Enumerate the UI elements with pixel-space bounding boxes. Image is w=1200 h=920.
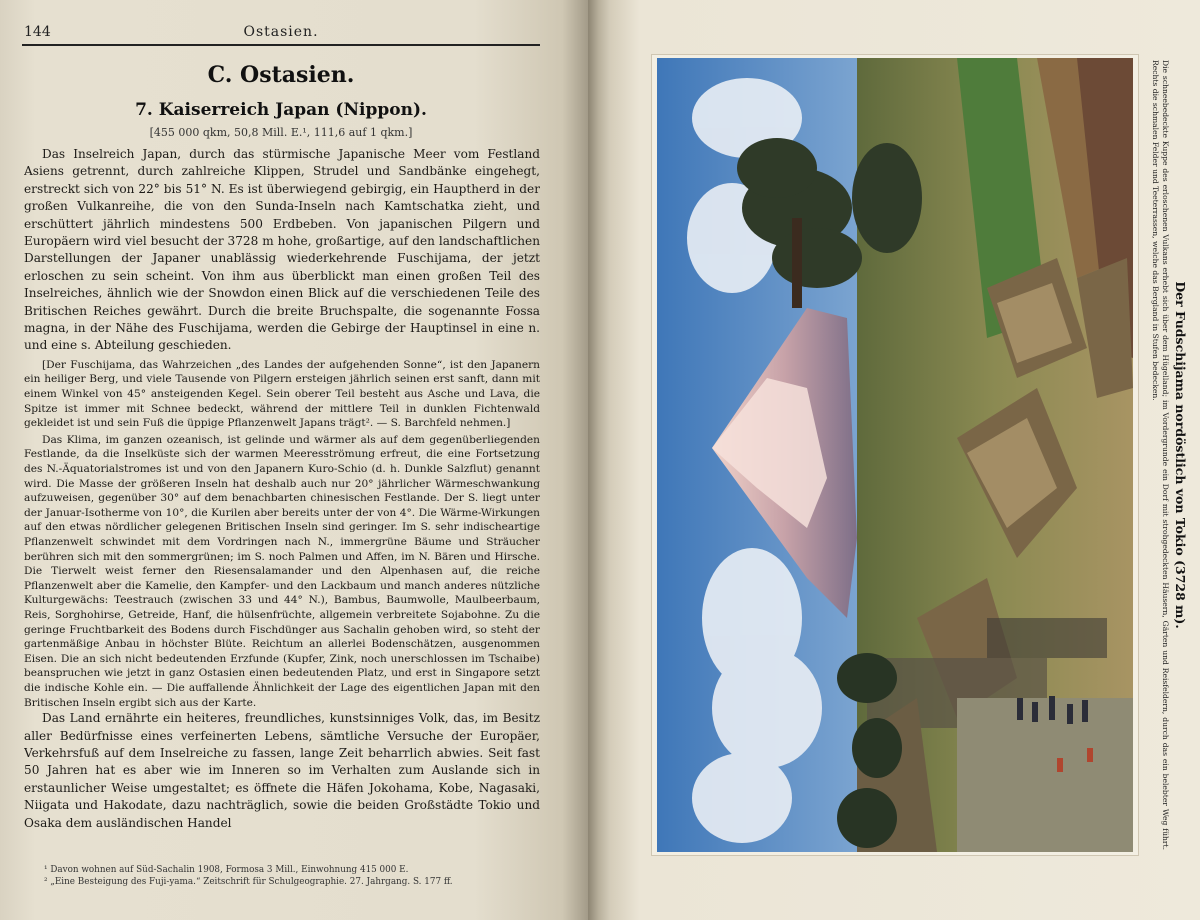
landscape-painting <box>657 58 1133 852</box>
footnote: ² „Eine Besteigung des Fuji-yama.“ Zeitschrift für Schulgeographie. 27. Jahrgang. S. 177 ff. <box>44 877 453 887</box>
color-plate-illustration <box>657 58 1133 852</box>
plate-caption <box>1138 60 1188 850</box>
caption-title: Der Fudschijama nordöstlich von Tokio (3728 m). <box>1173 281 1188 629</box>
footnote: ¹ Davon wohnen auf Süd-Sachalin 1908, Formosa 3 Mill., Einwohnung 415 000 E. <box>44 865 409 875</box>
caption-text: Die schneebedeckte Kuppe des erloschenen Vulkans erhebt sich über dem Hügelland; im Vordergrunde ein Dorf mit strohgedeckten Häusern, Gärten und Reisfeldern, durch das ein belebter Weg führt. Rechts die schmalen Felder und Teeterrassen, welche das Bergland in Stufen bedecken. <box>1151 60 1170 850</box>
caption-rotated <box>1138 60 1188 850</box>
paragraph-intro: Das Inselreich Japan, durch das stürmische Japanische Meer vom Festland Asiens getrennt, durch zahlreiche Klippen, Strudel und Sandbänke eingehegt, erstreckt sich von 22° bis 51° N. Es ist überwiegend gebirgig, ein Hauptherd in der großen Vulkanreihe, die von den Sunda-Inseln nach Kamtschatka zieht, und erschüttert jährlich mindestens 500 Erdbeben. Von japanischen Pilgern und Europäern wird viel besucht der 3728 m hohe, großartige, auf den landschaftlichen Darstellungen der Japaner unablässig wiederkehrende Fuschijama, der jetzt erloschen zu sein scheint. Von ihm aus überblickt man einen großen Teil des Inselreiches, ähnlich wie der Snowdon einen Blick auf die verschiedenen Teile des Britischen Reiches gewährt. Durch die breite Bruchspalte, die sogenannte Fossa magna, in der Nähe des Fuschijama, werden die Gebirge der Hauptinsel in eine n. und eine s. Abteilung geschieden. <box>24 147 540 353</box>
running-head <box>22 22 540 46</box>
running-title: Ostasien. <box>243 24 319 40</box>
page-body <box>24 146 540 856</box>
section-title: C. Ostasien. <box>207 62 355 88</box>
book-gutter <box>588 0 612 920</box>
footnotes <box>44 864 540 888</box>
page-number: 144 <box>24 24 51 40</box>
paragraph-climate: Das Klima, im ganzen ozeanisch, ist gelinde und wärmer als auf dem gegenüberliegenden Festlande, da die Inselküste sich der warmen Meeresströmung erfreut, die eine Fortsetzung des N.-Äquatorialstromes ist und von den Japanern Kuro-Schio (d. h. Dunkle Salzflut) genannt wird. Die Masse der größeren Inseln hat deshalb auch nur 20° jährlicher Wärmeschwankung aufzuweisen, gegenüber 30° auf dem benachbarten chinesischen Festlande. Der S. liegt unter der Januar-Isotherme von 10°, die Kurilen aber bereits unter der von 4°. Die Wärme-Wirkungen auf den etwas nördlicher gelegenen Britischen Inseln sind geringer. Im S. sehr indischeartige Pflanzenwelt schwindet mit dem Vordringen nach N., immergrüne Bäume und Sträucher berühren sich mit den sommergrünen; im S. noch Palmen und Affen, im N. Bären und Hirsche. Die Tierwelt weist ferner den Riesensalamander und den Alpenhasen auf, die reiche Pflanzenwelt aber die Kamelie, den Kampfer- und den Lackbaum und manch anderes nützliche Kulturgewächs: Teestrauch (zwischen 33 und 44° N.), Bambus, Baumwolle, Maulbeerbaum, Reis, Sorghohirse, Getreide, Hanf, die hülsenfrüchte, allgemein verbreitete Sojabohne. Zu die geringe Fruchtbarkeit des Bodens durch Fischdünger aus Sachalin gehoben wird, so steht der gartenmäßige Anbau in höchster Blüte. Reichtum an allerlei Bodenschätzen, ausgenommen Eisen. Die an sich nicht bedeutenden Erzfunde (Kupfer, Zink, noch unerschlossen im Tschaibe) beanspruchen wie jetzt in ganz Ostasien einen bedeutenden Platz, und erst in Singapore setzt die indische Kohle ein. — Die auffallende Ähnlichkeit der Lage des eigentlichen Japan mit den Britischen Inseln ergibt sich aus der Karte. <box>24 433 540 709</box>
paragraph-fuji-note: [Der Fuschijama, das Wahrzeichen „des Landes der aufgehenden Sonne“, ist den Japanern ein heiliger Berg, und viele Tausende von Pilgern ersteigen jährlich seinen erst sanft, dann mit einem Winkel von 45° ansteigenden Kegel. Sein oberer Teil besteht aus Asche und Lava, die Spitze ist immer mit Schnee bedeckt, während der mittlere Teil in dunklen Fichtenwald gekleidet ist und sein Fuß die üppige Pflanzenwelt Japans trägt². — S. Barchfeld nehmen.] <box>24 358 540 430</box>
chapter-stats: [455 000 qkm, 50,8 Mill. E.¹, 111,6 auf 1 qkm.] <box>149 126 413 139</box>
chapter-title: 7. Kaiserreich Japan (Nippon). <box>135 100 427 120</box>
paragraph-people: Das Land ernährte ein heiteres, freundliches, kunstsinniges Volk, das, im Besitz aller Bedürfnisse eines verfeinerten Lebens, sämtliche Versuche der Europäer, Verkehrsfuß auf dem Inselreiche zu fassen, lange Zeit beharrlich abwies. Seit fast 50 Jahren hat es aber wie im Inneren so im Verhalten zum Auslande sich in erstaunlicher Weise umgestaltet; es öffnete die Häfen Jokohama, Kobe, Nagasaki, Niigata und Hakodate, dazu nachträglich, sowie die beiden Großstädte Tokio und Osaka dem ausländischen Handel <box>24 711 540 830</box>
